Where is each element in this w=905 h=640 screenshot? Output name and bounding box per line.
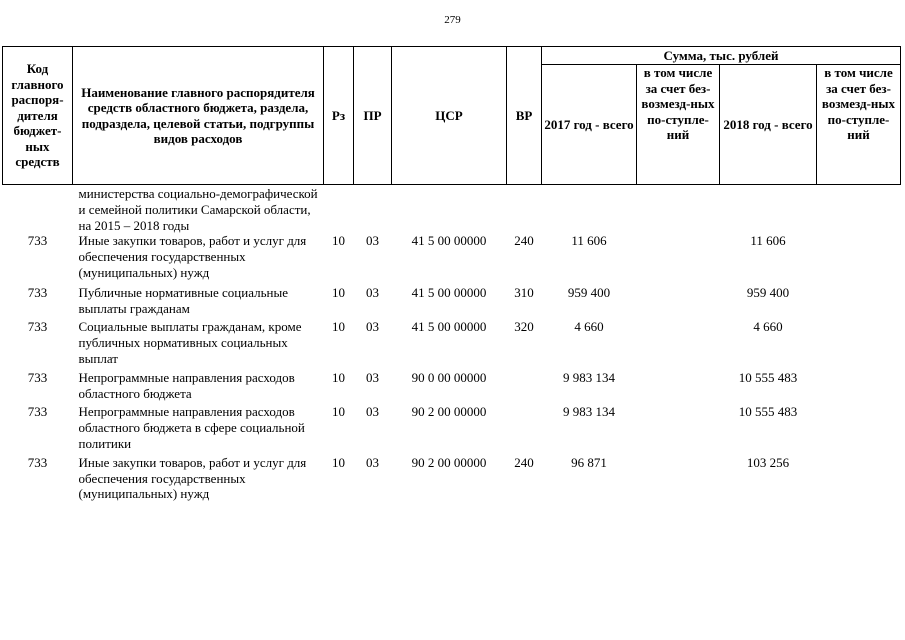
cell-code: 733	[27, 454, 48, 470]
page-number: 279	[444, 14, 461, 26]
cell-2018-free	[817, 233, 901, 280]
table-row	[3, 233, 901, 280]
cell-2017-free	[637, 367, 720, 402]
continuation-text: министерства социально-демографической и семейной политики Самарской области, на 2015 – 2018 годы	[78, 186, 318, 233]
cell-csr: 41 5 00 00000	[411, 319, 487, 335]
cell-rz: 10	[332, 284, 345, 300]
table-row-continuation	[3, 185, 901, 234]
cell-2017-free	[637, 452, 720, 502]
cell-csr: 90 0 00 00000	[411, 369, 487, 385]
cell-2018-total: 10 555 483	[738, 369, 798, 385]
table-row	[3, 401, 901, 451]
budget-table	[2, 46, 901, 502]
cell-name: Иные закупки товаров, работ и услуг для обеспечения государственных (муниципальных) нужд	[78, 454, 307, 502]
header-2018-free: в том числе за счет без-возмезд-ных по-ступле-ний	[817, 65, 901, 185]
cell-2018-free	[817, 452, 901, 502]
cell-2017-free	[637, 401, 720, 451]
cell-name: Непрограммные направления расходов областного бюджета	[78, 369, 295, 401]
cell-2017-total: 4 660	[574, 319, 604, 335]
cell-csr: 41 5 00 00000	[411, 284, 487, 300]
cell-vr	[507, 367, 542, 402]
header-code: Код главного распоря-дителя бюджет-ных средств	[3, 47, 73, 185]
header-name: Наименование главного распорядителя средств областного бюджета, раздела, подраздела, целевой статьи, подгруппы видов расходов	[73, 47, 324, 185]
cell-vr: 240	[514, 454, 534, 470]
cell-2018-total: 103 256	[746, 454, 790, 470]
cell-pr: 03	[366, 319, 379, 335]
cell-2017-total: 959 400	[567, 284, 611, 300]
cell-vr: 240	[514, 233, 534, 249]
cell-pr: 03	[366, 454, 379, 470]
cell-code: 733	[27, 233, 48, 249]
cell-pr: 03	[366, 369, 379, 385]
cell-rz: 10	[332, 319, 345, 335]
cell-2018-free	[817, 401, 901, 451]
cell-2017-free	[637, 233, 720, 280]
header-csr: ЦСР	[392, 47, 507, 185]
cell-vr	[507, 401, 542, 451]
cell-csr: 41 5 00 00000	[411, 233, 487, 249]
cell-2017-free	[637, 316, 720, 366]
header-sum: Сумма, тыс. рублей	[542, 47, 901, 65]
cell-2017-total: 11 606	[571, 233, 607, 249]
header-2017-free: в том числе за счет без-возмезд-ных по-ступле-ний	[637, 65, 720, 185]
header-vr: ВР	[507, 47, 542, 185]
cell-2017-total: 9 983 134	[563, 369, 615, 385]
cell-vr: 320	[514, 319, 534, 335]
cell-2018-free	[817, 367, 901, 402]
cell-2018-total: 11 606	[750, 233, 786, 249]
cell-rz: 10	[332, 454, 345, 470]
cell-rz: 10	[332, 233, 345, 249]
table-row	[3, 281, 901, 317]
cell-2017-free	[637, 281, 720, 317]
cell-name: Непрограммные направления расходов областного бюджета в сфере социальной политики	[78, 404, 305, 451]
cell-2018-total: 10 555 483	[738, 404, 798, 420]
cell-2018-total: 4 660	[753, 319, 783, 335]
cell-pr: 03	[366, 284, 379, 300]
header-2018-total: 2018 год - всего	[720, 65, 817, 185]
table-row	[3, 316, 901, 366]
cell-name: Публичные нормативные социальные выплаты гражданам	[78, 284, 288, 316]
cell-csr: 90 2 00 00000	[411, 454, 487, 470]
cell-2018-free	[817, 281, 901, 317]
cell-code: 733	[27, 284, 48, 300]
cell-pr: 03	[366, 404, 379, 420]
cell-pr: 03	[366, 233, 379, 249]
cell-name: Иные закупки товаров, работ и услуг для обеспечения государственных (муниципальных) нужд	[78, 233, 307, 280]
cell-csr: 90 2 00 00000	[411, 404, 487, 420]
header-pr: ПР	[354, 47, 392, 185]
cell-rz: 10	[332, 404, 345, 420]
cell-code: 733	[27, 319, 48, 335]
cell-name: Социальные выплаты гражданам, кроме публичных нормативных социальных выплат	[78, 319, 302, 366]
cell-code: 733	[27, 404, 48, 420]
header-rz: Рз	[324, 47, 354, 185]
cell-code: 733	[27, 369, 48, 385]
cell-2018-free	[817, 316, 901, 366]
table-row	[3, 452, 901, 502]
cell-vr: 310	[514, 284, 534, 300]
table-row	[3, 367, 901, 402]
header-2017-total: 2017 год - всего	[542, 65, 637, 185]
cell-2017-total: 96 871	[571, 454, 607, 470]
cell-rz: 10	[332, 369, 345, 385]
cell-2017-total: 9 983 134	[563, 404, 615, 420]
cell-2018-total: 959 400	[746, 284, 790, 300]
